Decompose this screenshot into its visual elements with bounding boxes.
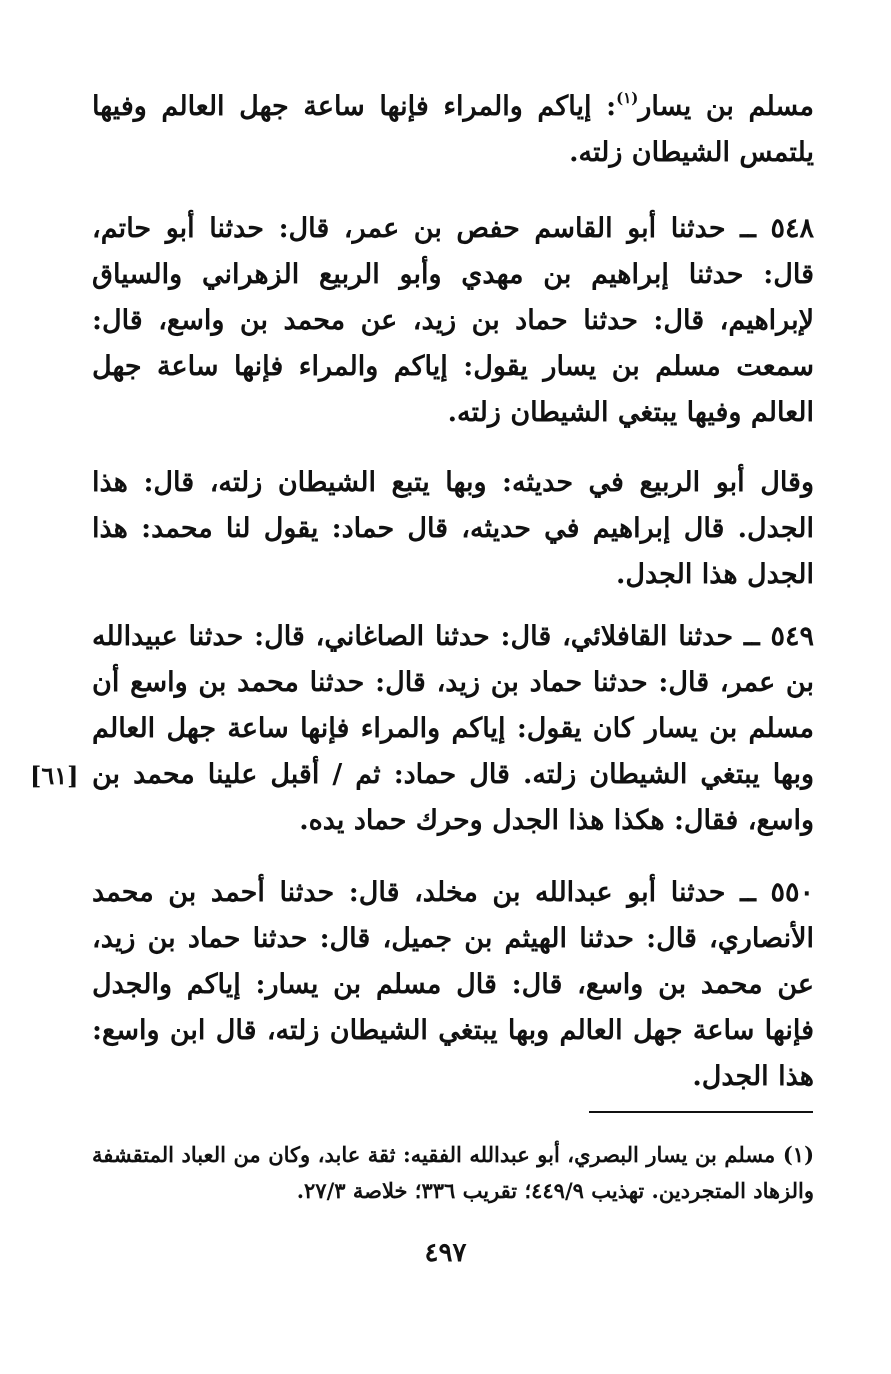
paragraph-text: مسلم بن يسار	[638, 91, 814, 122]
footnote: (١) مسلم بن يسار البصري، أبو عبدالله الفقيه: ثقة عابد، وكان من العباد المتقشفة والزهاد المتجردين. تهذيب ٤٤٩/٩؛ تقريب ٣٣٦؛ خلاصة ٢٧/٣.	[92, 1142, 814, 1203]
footnote-reference: (١)	[616, 89, 639, 107]
paragraph-text: : إياكم والمراء فإنها ساعة جهل العالم وفيها يلتمس الشيطان زلته.	[92, 91, 814, 168]
hadith-549: ٥٤٩ ــ حدثنا القافلائي، قال: حدثنا الصاغاني، قال: حدثنا عبيدالله بن عمر، قال: حدثنا حماد بن زيد، قال: حدثنا محمد بن واسع أن مسلم بن يسار كان يقول: إياكم والمراء فإنها ساعة جهل العالم وبها يبتغي الشيطان زلته. قال حماد: ثم / أقبل علينا محمد بن واسع، فقال: هكذا هذا الجدل وحرك حماد يده.	[92, 621, 814, 836]
paragraph-abu-al-rabi: وقال أبو الربيع في حديثه: وبها يتبع الشيطان زلته، قال: هذا الجدل. قال إبراهيم في حديثه، قال حماد: يقول لنا محمد: هذا الجدل هذا الجدل.	[92, 467, 814, 590]
paragraph-continuation	[92, 84, 814, 176]
manuscript-page-reference: [٦١]	[30, 761, 79, 790]
hadith-550: ٥٥٠ ــ حدثنا أبو عبدالله بن مخلد، قال: حدثنا أحمد بن محمد الأنصاري، قال: حدثنا الهيثم بن جميل، قال: حدثنا حماد بن زيد، عن محمد بن واسع، قال: قال مسلم بن يسار: إياكم والجدل فإنها ساعة جهل العالم وبها يبتغي الشيطان زلته، قال ابن واسع: هذا الجدل.	[92, 877, 814, 1092]
footnote-separator	[589, 1111, 813, 1113]
page-number: ٤٩٧	[424, 1238, 467, 1268]
hadith-548: ٥٤٨ ــ حدثنا أبو القاسم حفص بن عمر، قال: حدثنا أبو حاتم، قال: حدثنا إبراهيم بن مهدي وأبو الربيع الزهراني والسياق لإبراهيم، قال: حدثنا حماد بن زيد، عن محمد بن واسع، قال: سمعت مسلم بن يسار يقول: إياكم والمراء فإنها ساعة جهل العالم وفيها يبتغي الشيطان زلته.	[92, 213, 814, 428]
